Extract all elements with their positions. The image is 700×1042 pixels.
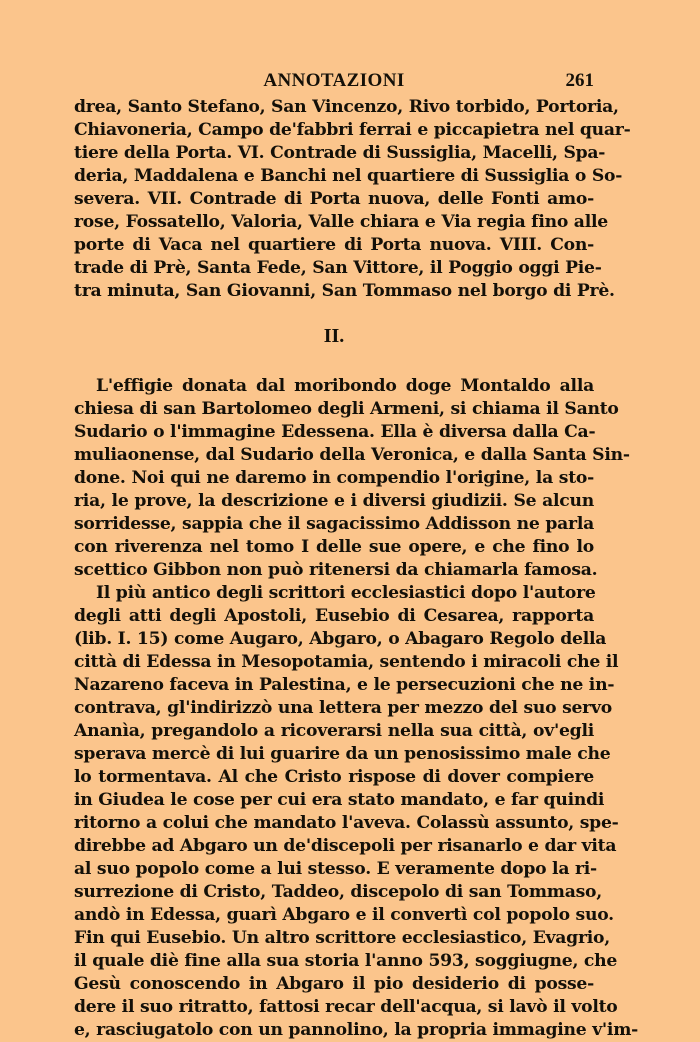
text-line: lo tormentava. Al che Cristo rispose di dover compiere <box>74 767 594 787</box>
text-line: drea, Santo Stefano, San Vincenzo, Rivo torbido, Portoria, <box>74 97 619 117</box>
text-line: done. Noi qui ne daremo in compendio l'origine, la sto- <box>74 468 594 488</box>
text-line: Ananìa, pregandolo a ricoverarsi nella sua città, ov'egli <box>74 721 594 741</box>
text-line: degli atti degli Apostoli, Eusebio di Cesarea, rapporta <box>74 606 594 626</box>
text-line: e, rasciugatolo con un pannolino, la propria immagine v'im- <box>74 1020 639 1040</box>
text-line: in Giudea le cose per cui era stato mandato, e far quindi <box>74 790 605 810</box>
text-line: severa. VII. Contrade di Porta nuova, delle Fonti amo- <box>74 189 594 209</box>
text-line: Gesù conoscendo in Abgaro il pio desiderio di posse- <box>74 974 594 994</box>
text-line: porte di Vaca nel quartiere di Porta nuova. VIII. Con- <box>74 235 594 255</box>
text-line: il quale diè fine alla sua storia l'anno 593, soggiugne, che <box>74 951 618 971</box>
text-line: scettico Gibbon non può ritenersi da chiamarla famosa. <box>74 560 598 580</box>
text-line: (lib. I. 15) come Augaro, Abgaro, o Abagaro Regolo della <box>74 629 607 649</box>
book-page <box>74 64 639 1042</box>
text-line: L'effigie donata dal moribondo doge Montaldo alla <box>96 376 594 396</box>
text-line: Fin qui Eusebio. Un altro scrittore ecclesiastico, Evagrio, <box>74 928 610 948</box>
text-line: chiesa di san Bartolomeo degli Armeni, si chiama il Santo <box>74 399 619 419</box>
text-line: tra minuta, San Giovanni, San Tommaso nel borgo di Prè. <box>74 281 615 301</box>
text-line: contrava, gl'indirizzò una lettera per mezzo del suo servo <box>74 698 612 718</box>
text-line: con riverenza nel tomo I delle sue opere, e che fino lo <box>74 537 594 557</box>
text-line: sperava mercè di lui guarire da un penosissimo male che <box>74 744 611 764</box>
text-line: muliaonense, dal Sudario della Veronica, e dalla Santa Sin- <box>74 445 630 465</box>
text-line: surrezione di Cristo, Taddeo, discepolo di san Tommaso, <box>74 882 602 902</box>
paragraph-eusebio <box>74 582 639 1042</box>
text-line: Sudario o l'immagine Edessena. Ella è diversa dalla Ca- <box>74 422 596 442</box>
text-line: andò in Edessa, guarì Abgaro e il convertì col popolo suo. <box>74 905 614 925</box>
text-line: città di Edessa in Mesopotamia, sentendo i miracoli che il <box>74 652 619 672</box>
text-line: dere il suo ritratto, fattosi recar dell'acqua, si lavò il volto <box>74 997 618 1017</box>
text-line: tiere della Porta. VI. Contrade di Sussiglia, Macelli, Spa- <box>74 143 606 163</box>
text-line: Chiavoneria, Campo de'fabbri ferrai e piccapietra nel quar- <box>74 120 631 140</box>
text-line: ritorno a colui che mandato l'aveva. Colassù assunto, spe- <box>74 813 619 833</box>
text-line: al suo popolo come a lui stesso. E veramente dopo la ri- <box>74 859 597 879</box>
text-line: Nazareno faceva in Palestina, e le persecuzioni che ne in- <box>74 675 615 695</box>
text-line: Il più antico degli scrittori ecclesiastici dopo l'autore <box>96 583 596 603</box>
page-number: 261 <box>565 70 594 91</box>
page-header <box>74 64 594 96</box>
text-line: deria, Maddalena e Banchi nel quartiere di Sussiglia o So- <box>74 166 623 186</box>
running-title: ANNOTAZIONI <box>263 70 405 91</box>
text-line: ria, le prove, la descrizione e i diversi giudizii. Se alcun <box>74 491 594 511</box>
text-line: direbbe ad Abgaro un de'discepoli per risanarlo e dar vita <box>74 836 617 856</box>
text-line: trade di Prè, Santa Fede, San Vittore, il Poggio oggi Pie- <box>74 258 602 278</box>
paragraph-effigie <box>74 375 630 582</box>
text-line: rose, Fossatello, Valoria, Valle chiara e Via regia fino alle <box>74 212 608 232</box>
continued-paragraph <box>74 96 631 303</box>
section-heading: II. <box>323 325 345 347</box>
text-line: sorridesse, sappia che il sagacissimo Addisson ne parla <box>74 514 594 534</box>
